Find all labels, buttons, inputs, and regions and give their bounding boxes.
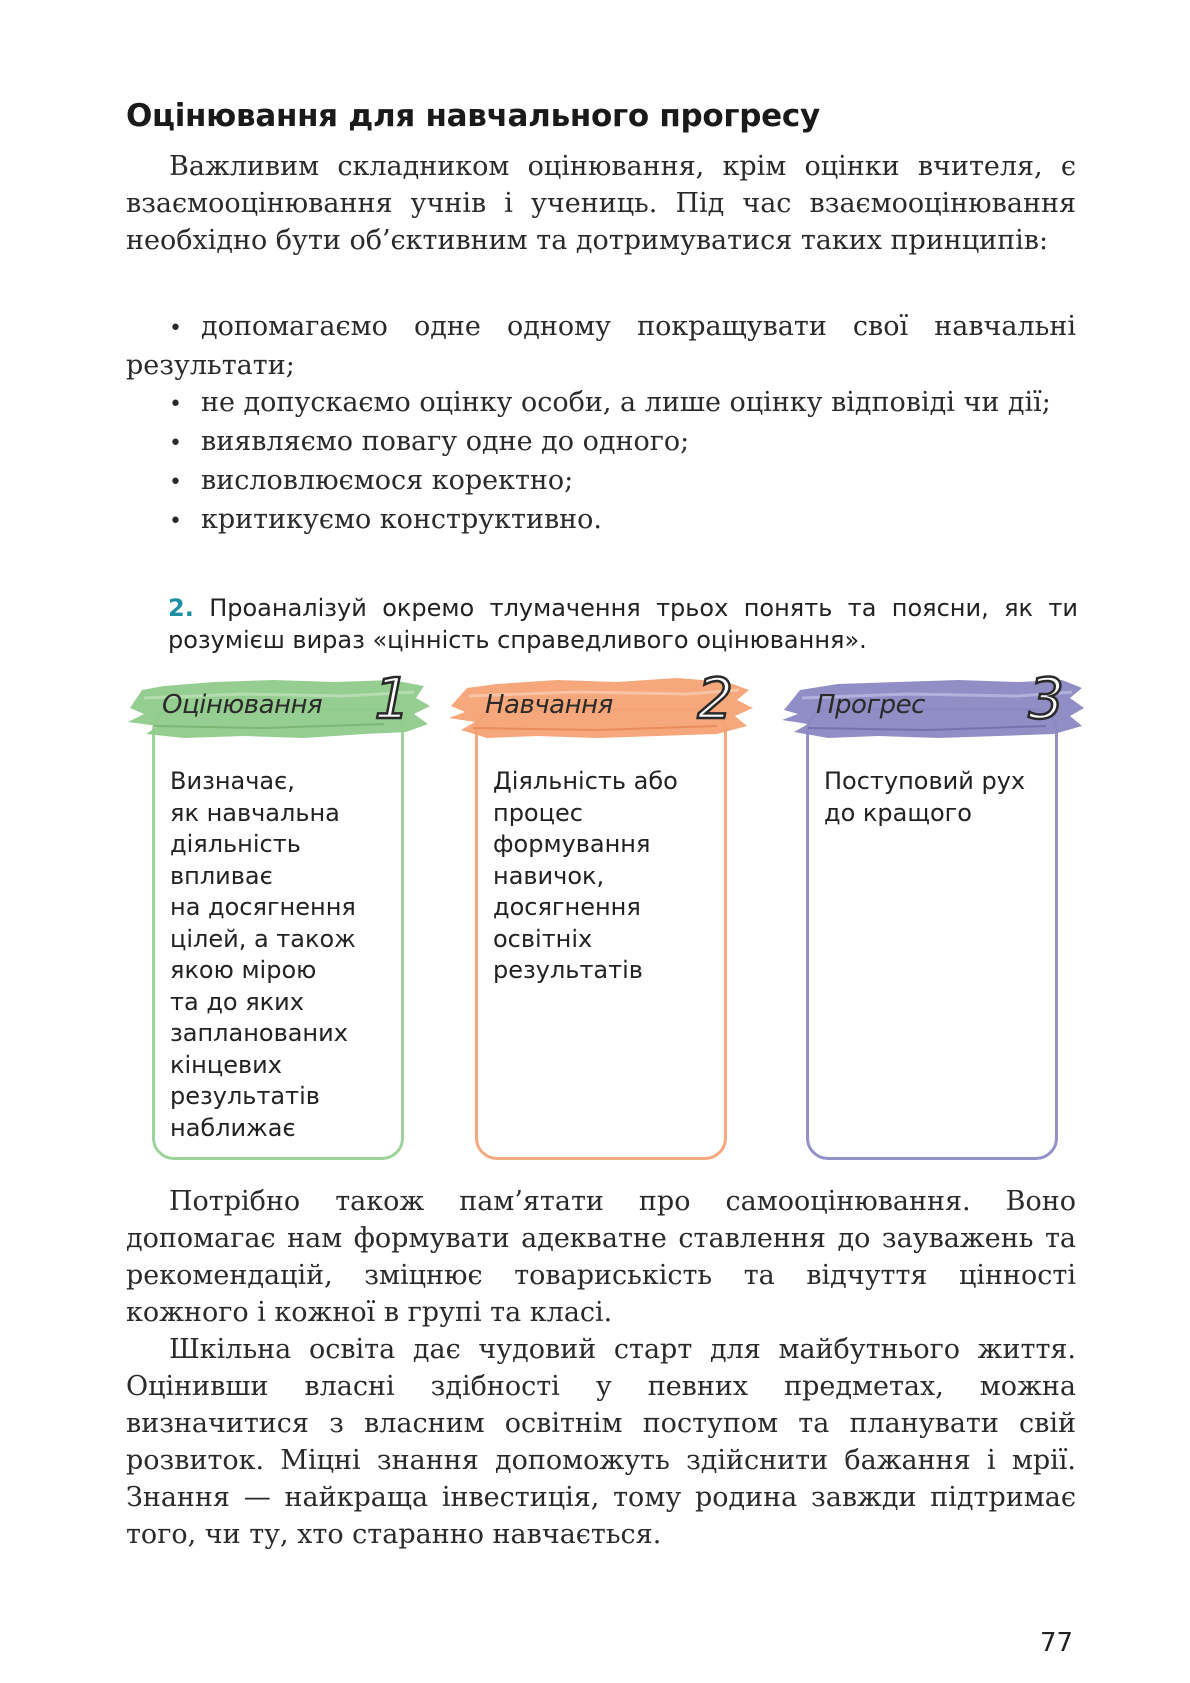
card-line: Діяльність або — [493, 767, 678, 795]
card-number: 3 — [1028, 667, 1064, 732]
card-body — [824, 766, 1044, 829]
intro-paragraph — [126, 148, 1076, 259]
section-heading: Оцінювання для навчального прогресу — [126, 98, 820, 134]
list-item: • допомагаємо одне одному покращувати свої навчальні результати; — [126, 308, 1076, 384]
task-number: 2. — [168, 594, 194, 622]
card-body — [170, 766, 390, 1144]
card-line: наближає — [170, 1113, 296, 1142]
card-line: кінцевих — [170, 1050, 282, 1079]
intro-text: Важливим складником оцінювання, крім оцінки вчителя, є взаємооцінювання учнів і учениць. Під час взаємооцінювання необхідно бути об’єктивним та дотримуватися таких принципів: — [126, 151, 1076, 256]
principles-list — [126, 308, 1076, 540]
concept-card-learning — [475, 667, 733, 1158]
card-line: до кращого — [824, 798, 972, 827]
task-text: Проаналізуй окремо тлумачення трьох понять та поясни, як ти розумієш вираз «цінність справедливого оцінювання». — [168, 594, 1078, 654]
card-line: освітніх — [493, 924, 593, 953]
education-paragraph — [126, 1331, 1076, 1553]
card-number: 2 — [697, 667, 733, 732]
list-item: • не допускаємо оцінку особи, а лише оцінку відповіді чи дії; — [126, 384, 1076, 423]
card-line: досягнення — [493, 893, 641, 921]
card-line: як навчальна — [170, 798, 340, 827]
self-assessment-paragraph — [126, 1183, 1076, 1331]
list-item: • виявляємо повагу одне до одного; — [126, 423, 1076, 462]
card-title: Прогрес — [816, 690, 925, 720]
card-line: навичок, — [493, 861, 605, 890]
task-block — [168, 592, 1078, 656]
card-title: Навчання — [485, 690, 613, 720]
card-line: якою мірою — [170, 956, 317, 984]
paragraph-text: Потрібно також пам’ятати про самооцінювання. Воно допомагає нам формувати адекватне ставлення до зауважень та рекомендацій, зміцнює товариськість та відчуття цінності кожного і кожної в групі та класі. — [126, 1186, 1076, 1328]
concept-card-assessment — [152, 667, 410, 1158]
card-line: діяльність — [170, 830, 301, 858]
card-line: запланованих — [170, 1019, 348, 1047]
card-body — [493, 766, 713, 987]
card-line: процес — [493, 798, 583, 827]
card-line: впливає — [170, 861, 273, 890]
list-item: • висловлюємося коректно; — [126, 462, 1076, 501]
card-line: Визначає, — [170, 767, 295, 795]
page-number: 77 — [1040, 1628, 1074, 1658]
card-line: формування — [493, 830, 651, 858]
card-line: Поступовий рух — [824, 767, 1026, 795]
card-title: Оцінювання — [162, 690, 323, 720]
card-line: цілей, а також — [170, 924, 356, 953]
card-line: та до яких — [170, 987, 304, 1016]
card-line: на досягнення — [170, 893, 356, 921]
card-line: результатів — [170, 1082, 320, 1110]
paragraph-text: Шкільна освіта дає чудовий старт для майбутнього життя. Оцінивши власні здібності у певних предметах, можна визначитися з власним освітнім поступом та планувати свій розвиток. Міцні знання допоможуть здійснити бажання і мрії. Знання — найкраща інвестиція, тому родина завжди підтримає того, чи ту, хто старанно навчається. — [126, 1334, 1076, 1550]
card-line: результатів — [493, 956, 643, 984]
concept-card-progress — [806, 667, 1064, 1158]
list-item: • критикуємо конструктивно. — [126, 501, 1076, 540]
card-number: 1 — [374, 667, 410, 732]
